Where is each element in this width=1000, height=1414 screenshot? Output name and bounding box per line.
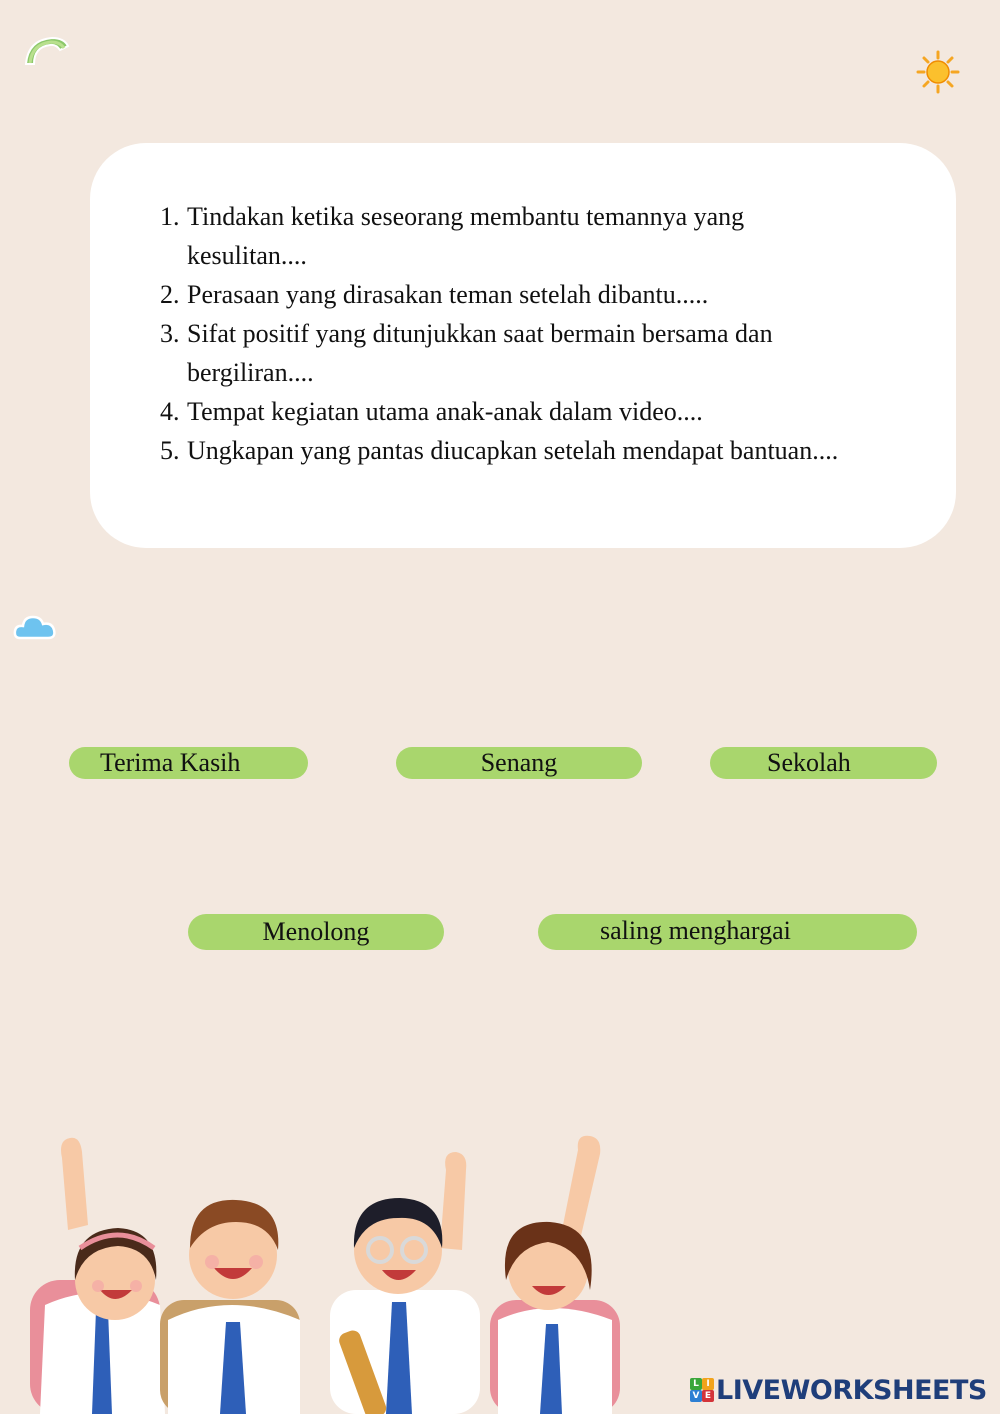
question-item bbox=[160, 392, 860, 431]
logo-letter: E bbox=[702, 1390, 714, 1402]
logo-letter: L bbox=[690, 1378, 702, 1390]
question-text: Tempat kegiatan utama anak-anak dalam video.... bbox=[187, 397, 703, 426]
student-girl-2 bbox=[490, 1136, 620, 1414]
answer-chip-sekolah[interactable] bbox=[710, 747, 937, 779]
student-boy-2 bbox=[330, 1152, 480, 1414]
question-number: 3. bbox=[160, 319, 180, 348]
answer-chip-menolong[interactable] bbox=[188, 914, 444, 950]
question-item bbox=[160, 275, 860, 314]
question-text: Tindakan ketika seseorang membantu temannya yang kesulitan.... bbox=[187, 202, 745, 270]
students-illustration bbox=[0, 1130, 640, 1414]
answer-chip-terima-kasih[interactable] bbox=[69, 747, 308, 779]
question-item bbox=[160, 197, 860, 275]
question-text: Sifat positif yang ditunjukkan saat bermain bersama dan bergiliran.... bbox=[187, 319, 773, 387]
answer-chip-label: Terima Kasih bbox=[100, 748, 241, 777]
cloud-icon bbox=[12, 610, 58, 644]
answer-chip-label: Sekolah bbox=[767, 748, 851, 777]
student-boy-1 bbox=[160, 1200, 300, 1414]
question-number: 1. bbox=[160, 202, 180, 231]
rainbow-icon bbox=[20, 30, 70, 70]
question-item bbox=[160, 314, 860, 392]
student-girl-1 bbox=[30, 1138, 165, 1414]
brand-logo-icon bbox=[690, 1378, 714, 1402]
question-number: 2. bbox=[160, 280, 180, 309]
question-number: 4. bbox=[160, 397, 180, 426]
question-number: 5. bbox=[160, 436, 180, 465]
sun-icon bbox=[916, 50, 960, 94]
logo-letter: I bbox=[702, 1378, 714, 1390]
question-item bbox=[160, 431, 860, 470]
brand-name: LIVEWORKSHEETS bbox=[716, 1374, 987, 1406]
answer-chip-label: Senang bbox=[480, 748, 558, 777]
answer-chip-senang[interactable] bbox=[396, 747, 642, 779]
answer-chip-label: Menolong bbox=[262, 917, 370, 946]
answer-chip-label: saling menghargai bbox=[600, 916, 791, 945]
question-text: Ungkapan yang pantas diucapkan setelah mendapat bantuan.... bbox=[187, 436, 839, 465]
logo-letter: V bbox=[690, 1390, 702, 1402]
question-list bbox=[160, 197, 860, 470]
liveworksheets-logo bbox=[690, 1372, 987, 1408]
question-text: Perasaan yang dirasakan teman setelah dibantu..... bbox=[187, 280, 709, 309]
answer-chip-saling-menghargai[interactable] bbox=[538, 914, 917, 950]
